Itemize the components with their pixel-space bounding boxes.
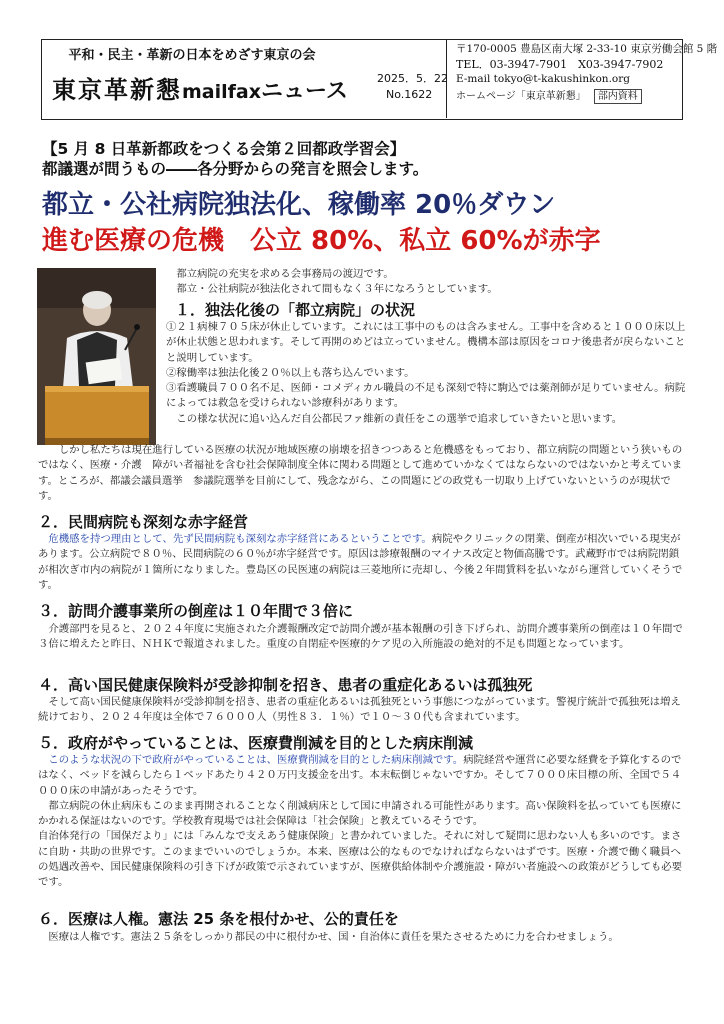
headline-main: 都立・公社病院独法化、稼働率 20％ダウン <box>42 190 556 220</box>
section-2-title: ２．民間病院も深刻な赤字経営 <box>38 513 249 531</box>
section-4-body <box>38 695 688 726</box>
section-5-para: 病院経営や運営に必要な経費を予算化するのではなく、ベッドを減らしたら１ベッドあたり４２０万円支援金を出す。本末転倒じゃないですか。そして７０００床目標の所、全国で５４０００床の申請があったそうです。 <box>38 754 682 797</box>
intro-context: 都立・公社病院が独法化されて間もなく３年になろうとしています。 <box>176 283 498 296</box>
section-1-para: この様な状況に追い込んだ自公都民ファ維新の責任をこの選挙で追求していきたいと思います。 <box>166 412 623 425</box>
issue-date: 2025．5．22 <box>377 72 448 85</box>
section-3-body <box>38 622 688 653</box>
speaker-photo-illustration <box>37 268 156 445</box>
event-kicker: 【5 月 8 日革新都政をつくる会第２回都政学習会】 <box>42 140 406 158</box>
tagline: 平和・民主・革新の日本をめざす東京の会 <box>68 48 316 63</box>
masthead <box>41 39 718 120</box>
section-1-body <box>166 320 686 427</box>
section-6-title: ６．医療は人権。憲法 25 条を根付かせ、公的責任を <box>38 910 399 928</box>
section-5-para: 自治体発行の「国保だより」には「みんなで支えあう健康保険」と書かれていました。それに対して疑問に思わない人も多いのです。まさに自助・共助の世界です。このままでいいのでしょうか。本来、医療は公的なものでなければならないはずです。医療・介護で働く職員への処遇改善や、国民健康保険料の引き下げが政策で示されていますが、医療供給体制や介護施設・障がい者施設への政策がどうしても必要です。 <box>38 830 683 889</box>
contact-block <box>456 42 718 118</box>
homepage-label[interactable]: ホームページ「東京革新懇」 <box>456 91 586 102</box>
section-5-body <box>38 753 688 891</box>
event-subtitle: 都議選が問うもの――各分野からの発言を照会します。 <box>42 160 429 178</box>
logo-news: ニュース <box>261 78 348 104</box>
section-2-para: 病院やクリニックの閉業、倒産が相次いでいる現実があります。公立病院で８０％、民間病院の６０％が赤字経営です。原因は診療報酬のマイナス改定と物価高騰です。武蔵野市では病院閉鎖が相次ぎ市内の病院が１箇所になりました。豊島区の民医連の病院は三菱地所に売却し、今後２年間賃料を払いながら運営していくそうです。 <box>38 533 683 591</box>
homepage-row <box>456 89 678 104</box>
section-2-body <box>38 532 688 593</box>
masthead-title-block <box>42 40 447 118</box>
section-5-lead: このような状況の下で政府がやっていることは、医療費削減を目的とした病床削減です。 <box>48 754 464 766</box>
section-2-lead: 危機感を持つ理由として、先ず民間病院も深刻な赤字経営にあるということです。 <box>48 533 432 545</box>
phone-fax: TEL．03-3947-7901 X03-3947-7902 <box>456 58 664 71</box>
section-1-continued <box>38 443 688 504</box>
section-1-para: ③看護職員７００名不足、医師・コメディカル職員の不足も深刻で特に駒込では薬剤師が足りていません。病院によっては救急を受けられない診療科があります。 <box>166 382 686 410</box>
logo-main: 東京革新懇 <box>52 75 182 104</box>
section-6-para: 医療は人権です。憲法２５条をしっかり都民の中に根付かせ、国・自治体に責任を果たさせるために力を合わせましょう。 <box>48 931 619 943</box>
intro-block <box>166 267 686 298</box>
section-4-para: そして高い国民健康保険料が受診抑制を招き、患者の重症化あるいは孤独死という事態につながっています。警視庁統計で孤独死は増え続けており、２０２４年度は全体で７６０００人（男性８３．１％）で１０～３０代も含まれています。 <box>38 696 681 724</box>
headline-secondary: 進む医療の危機 公立 80%、私立 60%が赤字 <box>42 226 601 256</box>
logo-mailfax: mailfax <box>182 81 261 103</box>
email[interactable]: E-mail tokyo@t-kakushinkon.org <box>456 73 630 85</box>
section-1-para: ②稼働率は独法化後２０％以上も落ち込んでいます。 <box>166 366 415 379</box>
section-3-title: ３．訪問介護事業所の倒産は１０年間で３倍に <box>38 602 354 620</box>
section-1-title: １．独法化後の「都立病院」の状況 <box>175 301 416 319</box>
internal-document-badge: 部内資料 <box>594 89 642 104</box>
section-1-para: ①２１病棟７０５床が休止しています。これには工事中のものは含みません。工事中を含めると１０００床以上が休止状態と思われます。そして再開のめどは立っていません。機構本部は原因をコロナ後患者が戻らないことと説明しています。 <box>166 321 686 364</box>
section-5-para: 都立病院の休止病床もこのまま再開されることなく削減病床として国に申請される可能性があります。高い保険料を払っていても医療にかかれる保証はないのです。学校教育現場では社会保障は「社会保険」と教えているそうです。 <box>38 799 682 828</box>
newsletter-logo <box>52 70 348 105</box>
section-6-body <box>38 930 688 945</box>
section-1-para: しかし私たちは現在進行している医療の状況が地域医療の崩壊を招きつつあると危機感をもっており、都立病院の問題という狭いものではなく、医療・介護 障がい者福祉を含む社会保障制度全体に関わる問題として進めていかなくてはならないのではないかと考えています。ところが、都議会議員選挙 参議院選挙を目前にして、残念ながら、この問題にどの政党も一切取り上げていないというのが現状です。 <box>38 444 683 502</box>
section-4-title: ４．高い国民健康保険料が受診抑制を招き、患者の重症化あるいは孤独死 <box>38 676 533 694</box>
section-3-para: 介護部門を見ると、２０２４年度に実施された介護報酬改定で訪問介護が基本報酬の引き下げられ、訪問介護事業所の倒産は１０年間で３倍に増えたと昨日、ＮＨＫで報道されました。重度の自閉症や医療的ケア児の入所施設の絶対的不足も問題となっています。 <box>38 623 683 651</box>
issue-number: No.1622 <box>386 88 433 101</box>
speaker-photo <box>37 268 156 445</box>
address: 〒170-0005 豊島区南大塚 2-33-10 東京労働会館 5 階 <box>456 43 718 55</box>
intro-speaker: 都立病院の充実を求める会事務局の渡辺です。 <box>176 268 394 280</box>
section-5-title: ５．政府がやっていることは、医療費削減を目的とした病床削減 <box>38 734 474 752</box>
